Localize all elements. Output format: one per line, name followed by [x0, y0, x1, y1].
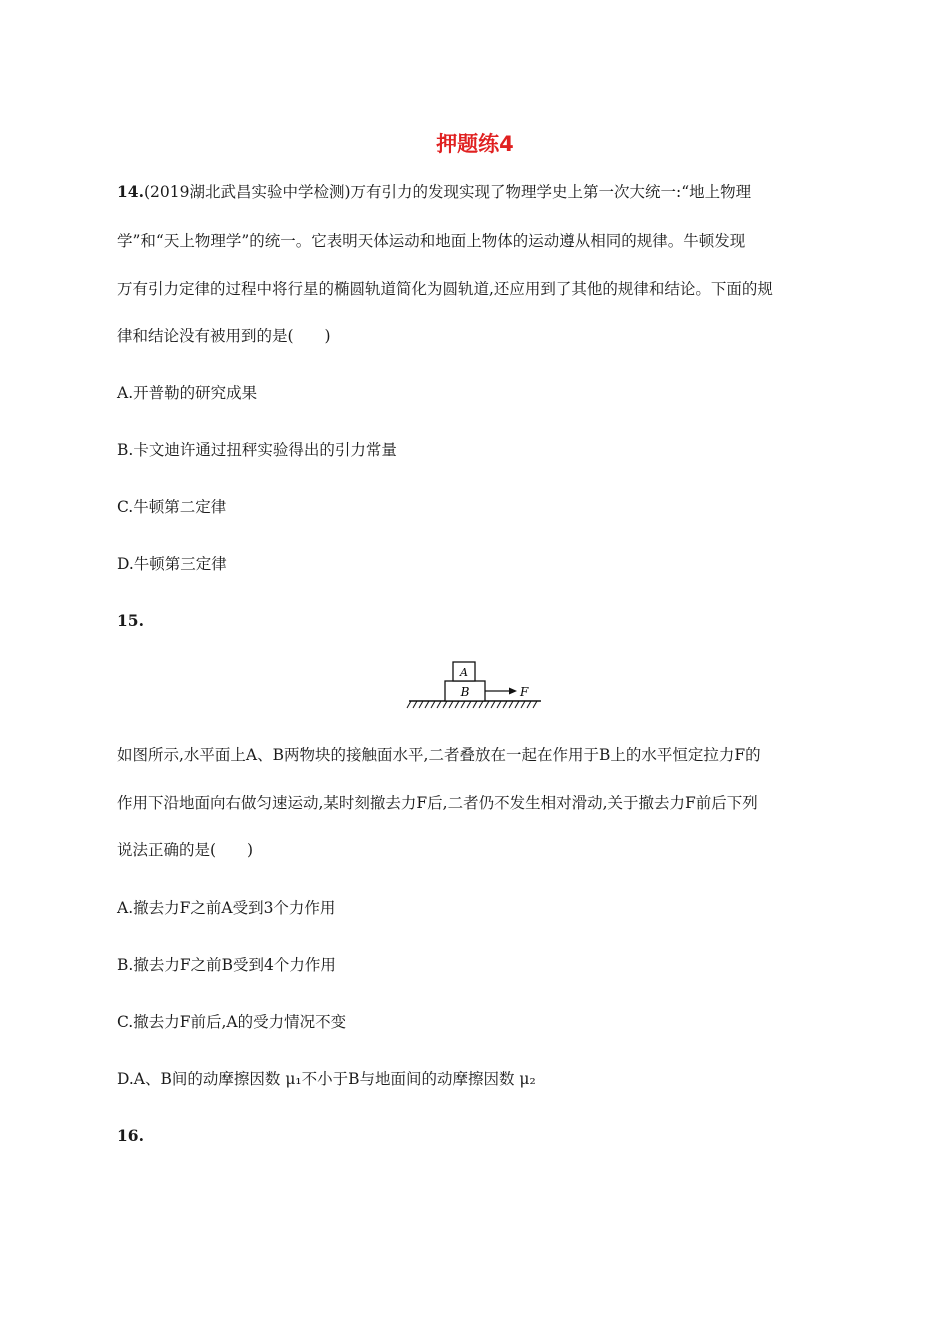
- q14-line-2: 学”和“天上物理学”的统一。它表明天体运动和地面上物体的运动遵从相同的规律。牛顿发现: [117, 232, 746, 250]
- q14-option-a: A.开普勒的研究成果: [117, 384, 258, 402]
- force-label: F: [520, 685, 529, 699]
- q15-option-b: B.撤去力F之前B受到4个力作用: [117, 956, 336, 974]
- q16-number: 16.: [117, 1126, 144, 1145]
- q15-line-2: 作用下沿地面向右做匀速运动,某时刻撤去力F后,二者仍不发生相对滑动,关于撤去力F前后下列: [117, 794, 758, 812]
- q14-option-d: D.牛顿第三定律: [117, 555, 227, 573]
- q14-line-1: [117, 180, 751, 202]
- ground-hatching: [407, 701, 537, 708]
- block-a-label: A: [460, 666, 468, 679]
- q15-line-3: 说法正确的是( ): [117, 841, 254, 859]
- page-title: 押题练4: [436, 132, 514, 156]
- q15-line-1: 如图所示,水平面上A、B两物块的接触面水平,二者叠放在一起在作用于B上的水平恒定拉力F的: [117, 746, 761, 764]
- q15-number: 15.: [117, 611, 144, 630]
- q14-option-b: B.卡文迪许通过扭秤实验得出的引力常量: [117, 441, 397, 459]
- block-b-label: B: [460, 685, 470, 699]
- q15-option-c: C.撤去力F前后,A的受力情况不变: [117, 1013, 347, 1031]
- q15-option-a: A.撤去力F之前A受到3个力作用: [117, 899, 336, 917]
- force-arrow-head: [509, 688, 517, 695]
- block-figure: [405, 656, 545, 714]
- q14-line-3: 万有引力定律的过程中将行星的椭圆轨道简化为圆轨道,还应用到了其他的规律和结论。下面的规: [117, 280, 773, 298]
- q14-number: 14.: [117, 182, 144, 201]
- q15-option-d: D.A、B间的动摩擦因数 μ₁不小于B与地面间的动摩擦因数 μ₂: [117, 1070, 536, 1088]
- q14-option-c: C.牛顿第二定律: [117, 498, 227, 516]
- q14-line-4: 律和结论没有被用到的是( ): [117, 327, 331, 345]
- q14-text-1: (2019湖北武昌实验中学检测)万有引力的发现实现了物理学史上第一次大统一:“地上物理: [143, 183, 752, 201]
